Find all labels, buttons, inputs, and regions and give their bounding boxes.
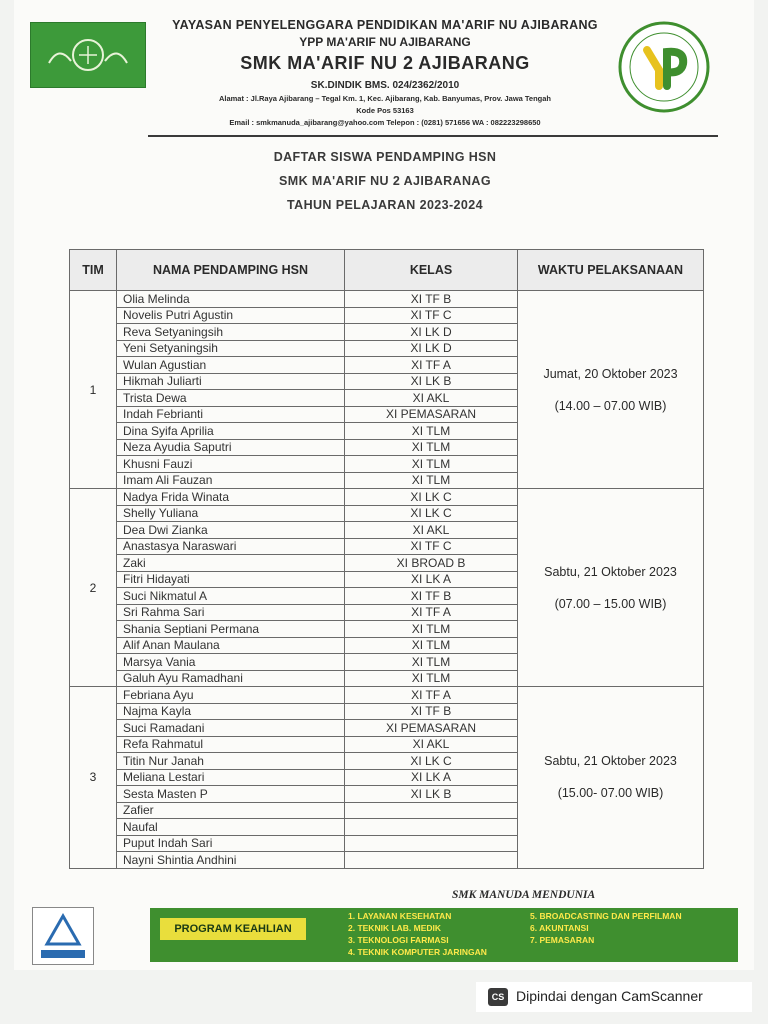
program-list-left	[348, 910, 487, 958]
school-motto: SMK MANUDA MENDUNIA	[452, 889, 596, 901]
table-row	[70, 687, 704, 704]
nu-logo-icon	[30, 22, 146, 88]
student-name: Neza Ayudia Saputri	[117, 439, 345, 456]
program-item: 4. TEKNIK KOMPUTER JARINGAN	[348, 947, 487, 957]
student-class: XI LK C	[345, 489, 518, 506]
student-class: XI LK B	[345, 373, 518, 390]
student-name: Titin Nur Janah	[117, 753, 345, 770]
postal-code: Kode Pos 53163	[356, 106, 414, 115]
student-class: XI LK D	[345, 340, 518, 357]
program-item: 2. TEKNIK LAB. MEDIK	[348, 923, 442, 933]
student-name: Puput Indah Sari	[117, 835, 345, 852]
schedule-time: (14.00 – 07.00 WIB)	[554, 398, 667, 413]
student-class: XI AKL	[345, 522, 518, 539]
foundation-short: YPP MA'ARIF NU AJIBARANG	[299, 35, 471, 49]
school-address: Alamat : Jl.Raya Ajibarang – Tegal Km. 1, Kec. Ajibarang, Kab. Banyumas, Prov. Jawa Tengah	[218, 94, 552, 103]
student-class: XI TF B	[345, 588, 518, 605]
camscanner-watermark	[476, 982, 752, 1012]
letterhead	[150, 16, 620, 127]
student-name: Khusni Fauzi	[117, 456, 345, 473]
student-class: XI AKL	[345, 736, 518, 753]
team-number: 3	[70, 687, 117, 869]
student-name: Naufal	[117, 819, 345, 836]
schedule-cell	[518, 687, 704, 869]
student-name: Suci Nikmatul A	[117, 588, 345, 605]
student-class	[345, 852, 518, 869]
school-name: SMK MA'ARIF NU 2 AJIBARANG	[240, 53, 530, 73]
program-list-right	[530, 910, 682, 946]
student-name: Suci Ramadani	[117, 720, 345, 737]
student-name: Alif Anan Maulana	[117, 637, 345, 654]
schedule-time: (15.00- 07.00 WIB)	[557, 786, 664, 801]
student-class: XI AKL	[345, 390, 518, 407]
camscanner-icon: CS	[488, 988, 508, 1006]
student-class: XI TLM	[345, 670, 518, 687]
table-row	[70, 489, 704, 506]
student-class: XI BROAD B	[345, 555, 518, 572]
program-item: 7. PEMASARAN	[530, 935, 595, 945]
student-class: XI TLM	[345, 654, 518, 671]
student-class: XI TF C	[345, 538, 518, 555]
table-header-row	[70, 250, 704, 291]
table-row	[70, 291, 704, 308]
program-item: 3. TEKNOLOGI FARMASI	[348, 935, 449, 945]
program-label: PROGRAM KEAHLIAN	[160, 918, 306, 940]
student-class: XI TLM	[345, 423, 518, 440]
student-class	[345, 835, 518, 852]
title-line-1: DAFTAR SISWA PENDAMPING HSN	[273, 150, 497, 164]
student-class: XI TLM	[345, 472, 518, 489]
schedule-time: (07.00 – 15.00 WIB)	[554, 596, 667, 611]
student-name: Dea Dwi Zianka	[117, 522, 345, 539]
document-title	[150, 150, 620, 222]
student-name: Nadya Frida Winata	[117, 489, 345, 506]
student-class: XI TLM	[345, 621, 518, 638]
student-name: Dina Syifa Aprilia	[117, 423, 345, 440]
student-name: Nayni Shintia Andhini	[117, 852, 345, 869]
student-class: XI LK B	[345, 786, 518, 803]
iso-badge-glyph	[33, 908, 93, 964]
student-name: Reva Setyaningsih	[117, 324, 345, 341]
schedule-cell	[518, 291, 704, 489]
team-number: 2	[70, 489, 117, 687]
title-line-2: SMK MA'ARIF NU 2 AJIBARANAG	[279, 174, 491, 188]
student-name: Sesta Masten P	[117, 786, 345, 803]
schedule-date: Jumat, 20 Oktober 2023	[543, 366, 678, 381]
student-class	[345, 802, 518, 819]
header-waktu: WAKTU PELAKSANAAN	[518, 250, 704, 291]
student-name: Indah Febrianti	[117, 406, 345, 423]
student-class: XI TLM	[345, 456, 518, 473]
student-class: XI LK C	[345, 753, 518, 770]
student-class: XI TF C	[345, 307, 518, 324]
table-body	[70, 291, 704, 869]
student-class: XI LK A	[345, 571, 518, 588]
program-item: 1. LAYANAN KESEHATAN	[348, 911, 452, 921]
student-class: XI TF B	[345, 703, 518, 720]
student-name: Hikmah Juliarti	[117, 373, 345, 390]
student-name: Yeni Setyaningsih	[117, 340, 345, 357]
student-name: Galuh Ayu Ramadhani	[117, 670, 345, 687]
program-item: 6. AKUNTANSI	[530, 923, 589, 933]
student-name: Zafier	[117, 802, 345, 819]
title-line-3: TAHUN PELAJARAN 2023-2024	[287, 198, 483, 212]
foundation-name: YAYASAN PENYELENGGARA PENDIDIKAN MA'ARIF NU AJIBARANG	[172, 18, 598, 32]
ypp-logo-icon	[617, 20, 711, 114]
student-name: Wulan Agustian	[117, 357, 345, 374]
student-class: XI LK A	[345, 769, 518, 786]
schedule-cell	[518, 489, 704, 687]
student-class: XI TLM	[345, 439, 518, 456]
student-name: Fitri Hidayati	[117, 571, 345, 588]
student-name: Shania Septiani Permana	[117, 621, 345, 638]
student-class: XI TF A	[345, 604, 518, 621]
companion-table	[69, 249, 704, 869]
student-class: XI TLM	[345, 637, 518, 654]
student-name: Shelly Yuliana	[117, 505, 345, 522]
decree-number: SK.DINDIK BMS. 024/2362/2010	[310, 80, 460, 91]
student-class: XI TF A	[345, 687, 518, 704]
nu-emblem-glyph	[39, 33, 137, 77]
student-name: Refa Rahmatul	[117, 736, 345, 753]
schedule-date: Sabtu, 21 Oktober 2023	[544, 564, 677, 579]
program-band	[150, 908, 738, 962]
student-name: Zaki	[117, 555, 345, 572]
student-name: Najma Kayla	[117, 703, 345, 720]
student-name: Imam Ali Fauzan	[117, 472, 345, 489]
program-item: 5. BROADCASTING DAN PERFILMAN	[530, 911, 682, 921]
header-kelas: KELAS	[345, 250, 518, 291]
student-name: Sri Rahma Sari	[117, 604, 345, 621]
student-class: XI TF B	[345, 291, 518, 308]
student-class: XI LK C	[345, 505, 518, 522]
header-nama: NAMA PENDAMPING HSN	[117, 250, 345, 291]
camscanner-text: Dipindai dengan CamScanner	[516, 988, 703, 1004]
student-name: Olia Melinda	[117, 291, 345, 308]
student-class: XI LK D	[345, 324, 518, 341]
team-number: 1	[70, 291, 117, 489]
student-name: Marsya Vania	[117, 654, 345, 671]
student-name: Novelis Putri Agustin	[117, 307, 345, 324]
student-class: XI PEMASARAN	[345, 406, 518, 423]
student-name: Meliana Lestari	[117, 769, 345, 786]
student-name: Anastasya Naraswari	[117, 538, 345, 555]
header-tim: TIM	[70, 250, 117, 291]
student-class: XI PEMASARAN	[345, 720, 518, 737]
student-class	[345, 819, 518, 836]
school-contact: Email : smkmanuda_ajibarang@yahoo.com Telepon : (0281) 571656 WA : 082223298650	[229, 118, 541, 127]
student-name: Febriana Ayu	[117, 687, 345, 704]
schedule-date: Sabtu, 21 Oktober 2023	[544, 754, 677, 769]
iso-certification-icon	[32, 907, 94, 965]
header-divider	[148, 135, 718, 137]
student-name: Trista Dewa	[117, 390, 345, 407]
student-class: XI TF A	[345, 357, 518, 374]
